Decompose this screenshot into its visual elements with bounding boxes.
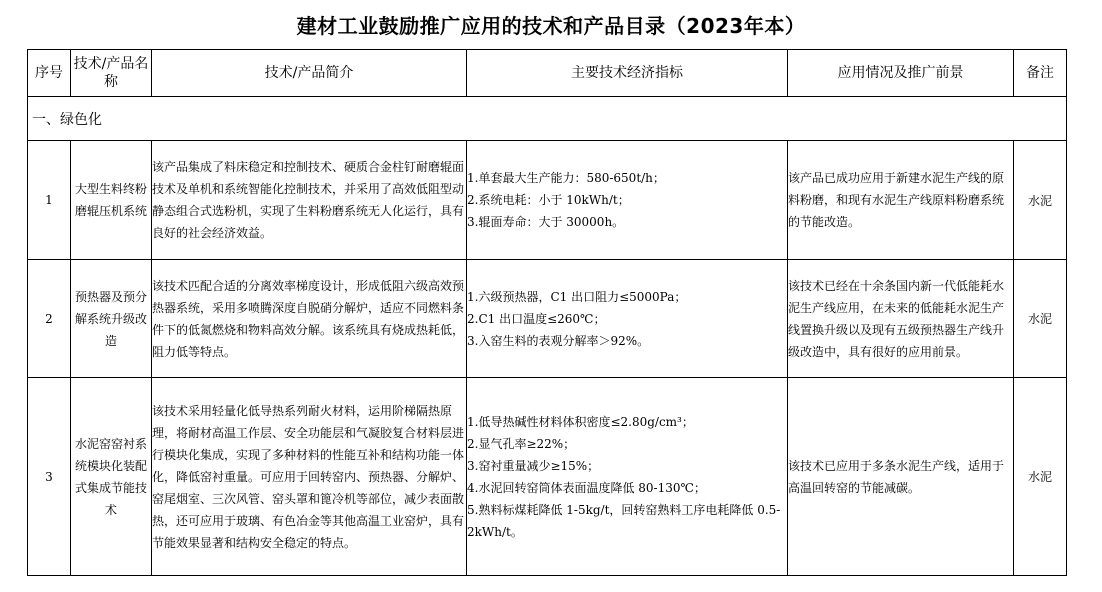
row-application: 该技术已应用于多条水泥生产线，适用于高温回转窑的节能减碳。 — [788, 378, 1014, 576]
row-intro: 该技术采用轻量化低导热系列耐火材料，运用阶梯隔热原理，将耐材高温工作层、安全功能层和气凝胶复合材料层进行模块化集成，实现了多种材料的性能互补和结构功能一体化，降低窑衬重量。可应用于回转窑内、预热器、分解炉、窑尾烟室、三次风管、窑头罩和篦冷机等部位，减少表面散热，还可应用于玻璃、有色冶金等其他高温工业窑炉，具有节能效果显著和结构安全稳定的特点。 — [152, 378, 467, 576]
header-name: 技术/产品名称 — [71, 50, 152, 97]
row-spec — [467, 260, 788, 378]
table-row — [28, 141, 1067, 260]
header-spec: 主要技术经济指标 — [467, 50, 788, 97]
spec-line: 2.C1 出口温度≤260℃； — [467, 311, 606, 326]
row-note: 水泥 — [1014, 141, 1067, 260]
row-spec — [467, 141, 788, 260]
row-no: 1 — [28, 141, 71, 260]
spec-line: 2.显气孔率≥22%； — [467, 436, 576, 451]
spec-line: 1.六级预热器，C1 出口阻力≤5000Pa； — [467, 289, 687, 304]
spec-line: 3.辊面寿命：大于 30000h。 — [467, 215, 625, 229]
spec-line: 2.系统电耗：小于 10kWh/t； — [467, 193, 630, 207]
row-application: 该技术已经在十余条国内新一代低能耗水泥生产线应用，在未来的低能耗水泥生产线置换升级以及现有五级预热器生产线升级改造中，具有很好的应用前景。 — [788, 260, 1014, 378]
row-intro: 该技术匹配合适的分离效率梯度设计，形成低阻六级高效预热器系统，采用多喷腾深度自脱硝分解炉，适应不同燃料条件下的低氮燃烧和物料高效分解。该系统具有烧成热耗低，阻力低等特点。 — [152, 260, 467, 378]
table-row — [28, 260, 1067, 378]
catalog-table — [27, 49, 1067, 576]
header-no: 序号 — [28, 50, 71, 97]
row-spec — [467, 378, 788, 576]
document-title: 建材工业鼓励推广应用的技术和产品目录（2023年本） — [296, 14, 806, 38]
spec-line: 3.窑衬重量减少≥15%； — [467, 458, 600, 473]
section-row — [28, 97, 1067, 141]
section-title: 一、绿色化 — [28, 97, 1067, 141]
row-application: 该产品已成功应用于新建水泥生产线的原料粉磨，和现有水泥生产线原料粉磨系统的节能改造。 — [788, 141, 1014, 260]
spec-line: 5.熟料标煤耗降低 1-5kg/t，回转窑熟料工序电耗降低 0.5-2kWh/t。 — [467, 502, 781, 539]
row-intro: 该产品集成了料床稳定和控制技术、硬质合金柱钉耐磨辊面技术及单机和系统智能化控制技术，并采用了高效低阻型动静态组合式选粉机，实现了生料粉磨系统无人化运行，具有良好的社会经济效益。 — [152, 141, 467, 260]
spec-line: 4.水泥回转窑筒体表面温度降低 80-130℃； — [467, 480, 706, 495]
header-intro: 技术/产品简介 — [152, 50, 467, 97]
row-no: 3 — [28, 378, 71, 576]
row-note: 水泥 — [1014, 378, 1067, 576]
spec-line: 1.低导热碱性材料体积密度≤2.80g/cm³； — [467, 414, 694, 429]
row-name: 预热器及预分解系统升级改造 — [71, 260, 152, 378]
row-no: 2 — [28, 260, 71, 378]
table-row — [28, 378, 1067, 576]
row-note: 水泥 — [1014, 260, 1067, 378]
row-name: 大型生料终粉磨辊压机系统 — [71, 141, 152, 260]
header-note: 备注 — [1014, 50, 1067, 97]
spec-line: 3.入窑生料的表观分解率＞92%。 — [467, 333, 650, 348]
spec-line: 1.单套最大生产能力：580-650t/h； — [467, 171, 665, 185]
table-header-row — [28, 50, 1067, 97]
header-application: 应用情况及推广前景 — [788, 50, 1014, 97]
row-name: 水泥窑窑衬系统模块化装配式集成节能技术 — [71, 378, 152, 576]
